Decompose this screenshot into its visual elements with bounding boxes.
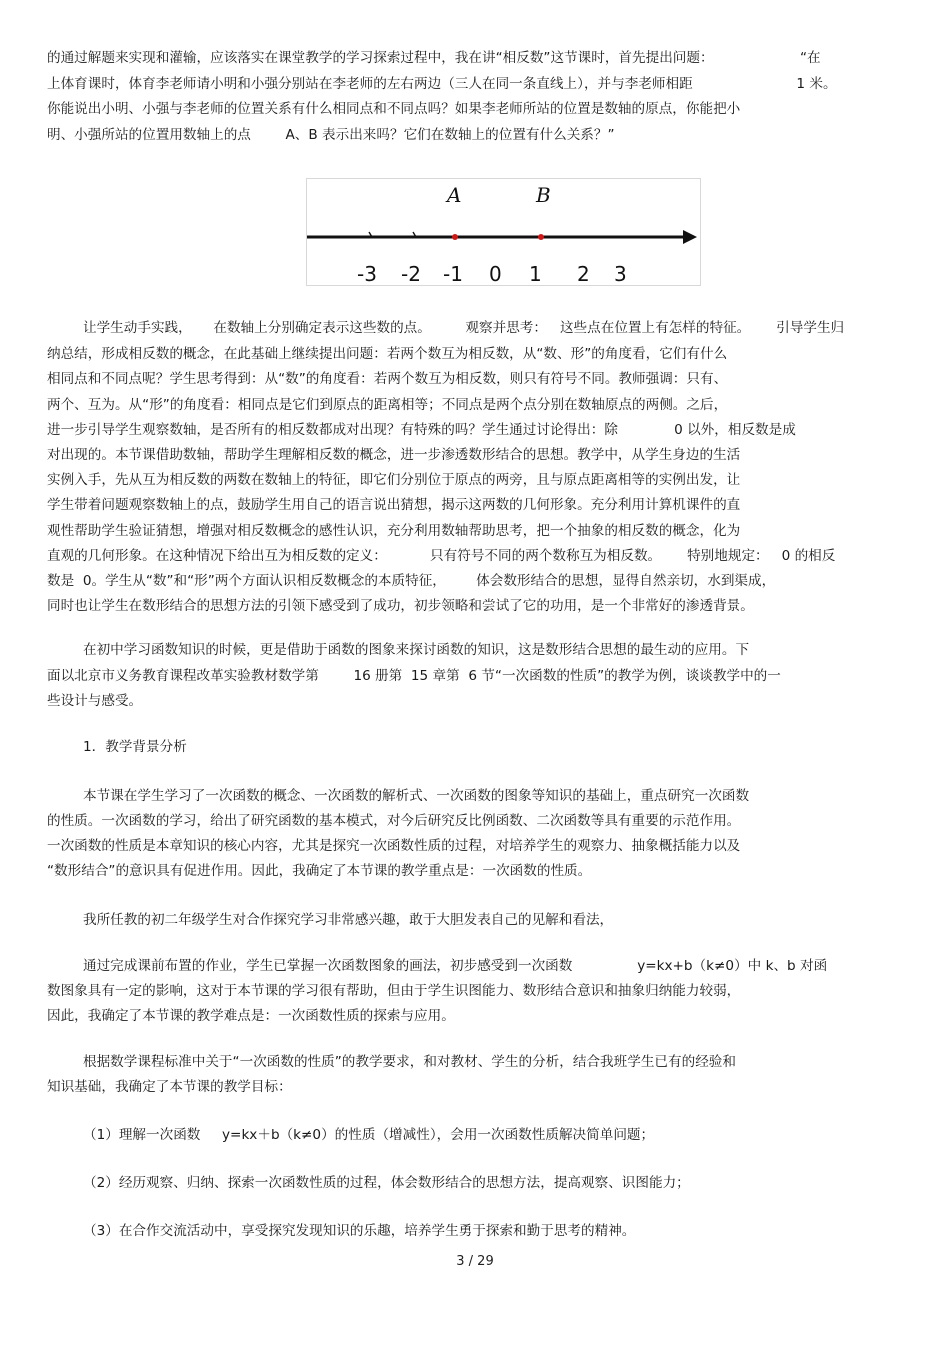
tick-label: 0: [489, 262, 502, 285]
text-line: 观性帮助学生验证猜想，增强对相反数概念的感性认识，充分利用数轴帮助思考，把一个抽象的相反数的概念，化为: [47, 523, 741, 539]
number-line-figure: [306, 178, 701, 286]
text-line: 在初中学习函数知识的时候，更是借助于函数的图象来探讨函数的知识，这是数形结合思想的最生动的应用。下: [83, 642, 750, 658]
text-line: 让学生动手实践， 在数轴上分别确定表示这些数的点。 观察并思考： 这些点在位置上有怎样的特征。 引导学生归: [83, 320, 845, 336]
text-line: 相同点和不同点呢？学生思考得到：从“数”的角度看：若两个数互为相反数，则只有符号不同。教师强调：只有、: [47, 371, 728, 387]
tick-label: 3: [614, 262, 627, 285]
axis-arrow: [683, 230, 697, 244]
tick-label: 1: [529, 262, 542, 285]
text-line: 本节课在学生学习了一次函数的概念、一次函数的解析式、一次函数的图象等知识的基础上，重点研究一次函数: [83, 788, 750, 804]
text-line: 数是 0。学生从“数”和“形”两个方面认识相反数概念的本质特征， 体会数形结合的思想，显得自然亲切，水到渠成，: [47, 573, 776, 589]
text-line: 的性质。一次函数的学习，给出了研究函数的基本模式，对今后研究反比例函数、二次函数等具有重要的示范作用。: [47, 813, 741, 829]
tick-label: -1: [443, 262, 463, 285]
goal-item: （2）经历观察、归纳、探索一次函数性质的过程，体会数形结合的思想方法，提高观察、识图能力；: [83, 1175, 690, 1191]
point-b: [538, 234, 544, 240]
text-line: 些设计与感受。: [47, 693, 143, 709]
text-line: “数形结合”的意识具有促进作用。因此，我确定了本节课的教学重点是：一次函数的性质。: [47, 863, 592, 879]
text-line: 明、小强所站的位置用数轴上的点 A、B 表示出来吗？它们在数轴上的位置有什么关系？”: [47, 127, 615, 143]
text-line: 数图象具有一定的影响，这对于本节课的学习很有帮助，但由于学生识图能力、数形结合意识和抽象归纳能力较弱，: [47, 983, 741, 999]
text-line: 实例入手，先从互为相反数的两数在数轴上的特征，即它们分别位于原点的两旁，且与原点距离相等的实例出发，让: [47, 472, 741, 488]
tick-label: 2: [577, 262, 590, 285]
text-line: 学生带着问题观察数轴上的点，鼓励学生用自己的语言说出猜想，揭示这两数的几何形象。充分利用计算机课件的直: [47, 497, 741, 513]
text-line: 对出现的。本节课借助数轴，帮助学生理解相反数的概念，进一步渗透数形结合的思想。教学中，从学生身边的生活: [47, 447, 741, 463]
text-line: 一次函数的性质是本章知识的核心内容，尤其是探究一次函数性质的过程，对培养学生的观察力、抽象概括能力以及: [47, 838, 741, 854]
text-line: 我所任教的初二年级学生对合作探究学习非常感兴趣，敢于大胆发表自己的见解和看法，: [83, 912, 614, 928]
tick-label: -2: [401, 262, 421, 285]
tick-label: -3: [357, 262, 377, 285]
section-heading: 1．教学背景分析: [83, 739, 187, 755]
text-line: 通过完成课前布置的作业，学生已掌握一次函数图象的画法，初步感受到一次函数 y=kx+b（k≠0）中 k、b 对函: [83, 958, 828, 974]
text-line: 因此，我确定了本节课的教学难点是：一次函数性质的探索与应用。: [47, 1008, 455, 1024]
text-line: 你能说出小明、小强与李老师的位置关系有什么相同点和不同点吗？如果李老师所站的位置是数轴的原点，你能把小: [47, 101, 741, 117]
goal-item: （3）在合作交流活动中，享受探究发现知识的乐趣，培养学生勇于探索和勤于思考的精神。: [83, 1223, 636, 1239]
text-line: 直观的几何形象。在这种情况下给出互为相反数的定义： 只有符号不同的两个数称互为相反数。 特别地规定： 0 的相反: [47, 548, 836, 564]
text-line: 知识基础，我确定了本节课的教学目标：: [47, 1079, 292, 1095]
text-line: 根据数学课程标准中关于“一次函数的性质”的教学要求，和对教材、学生的分析，结合我班学生已有的经验和: [83, 1054, 736, 1070]
text-line: 同时也让学生在数形结合的思想方法的引领下感受到了成功，初步领略和尝试了它的功用，是一个非常好的渗透背景。: [47, 598, 754, 614]
text-line: 上体育课时，体育李老师请小明和小强分别站在李老师的左右两边（三人在同一条直线上），并与李老师相距 1 米。: [47, 76, 837, 92]
point-a-label: A: [447, 183, 462, 207]
page-number: 3 / 29: [456, 1254, 494, 1269]
point-b-label: B: [536, 183, 551, 207]
text-line: 纳总结，形成相反数的概念，在此基础上继续提出问题：若两个数互为相反数，从“数、形”的角度看，它们有什么: [47, 346, 728, 362]
point-a: [452, 234, 458, 240]
text-line: 面以北京市义务教育课程改革实验教材数学第 16 册第 15 章第 6 节“一次函数的性质”的教学为例，谈谈教学中的一: [47, 668, 781, 684]
number-line-svg: [307, 179, 700, 285]
text-line: 进一步引导学生观察数轴，是否所有的相反数都成对出现？有特殊的吗？学生通过讨论得出：除 0 以外，相反数是成: [47, 422, 796, 438]
text-line: 的通过解题来实现和灌输，应该落实在课堂教学的学习探索过程中，我在讲“相反数”这节课时，首先提出问题： “在: [47, 50, 821, 66]
text-line: 两个、互为。从“形”的角度看：相同点是它们到原点的距离相等；不同点是两个点分别在数轴原点的两侧。之后，: [47, 397, 728, 413]
goal-item: （1）理解一次函数 y=kx＋b（k≠0）的性质（增减性），会用一次函数性质解决简单问题；: [83, 1127, 655, 1143]
